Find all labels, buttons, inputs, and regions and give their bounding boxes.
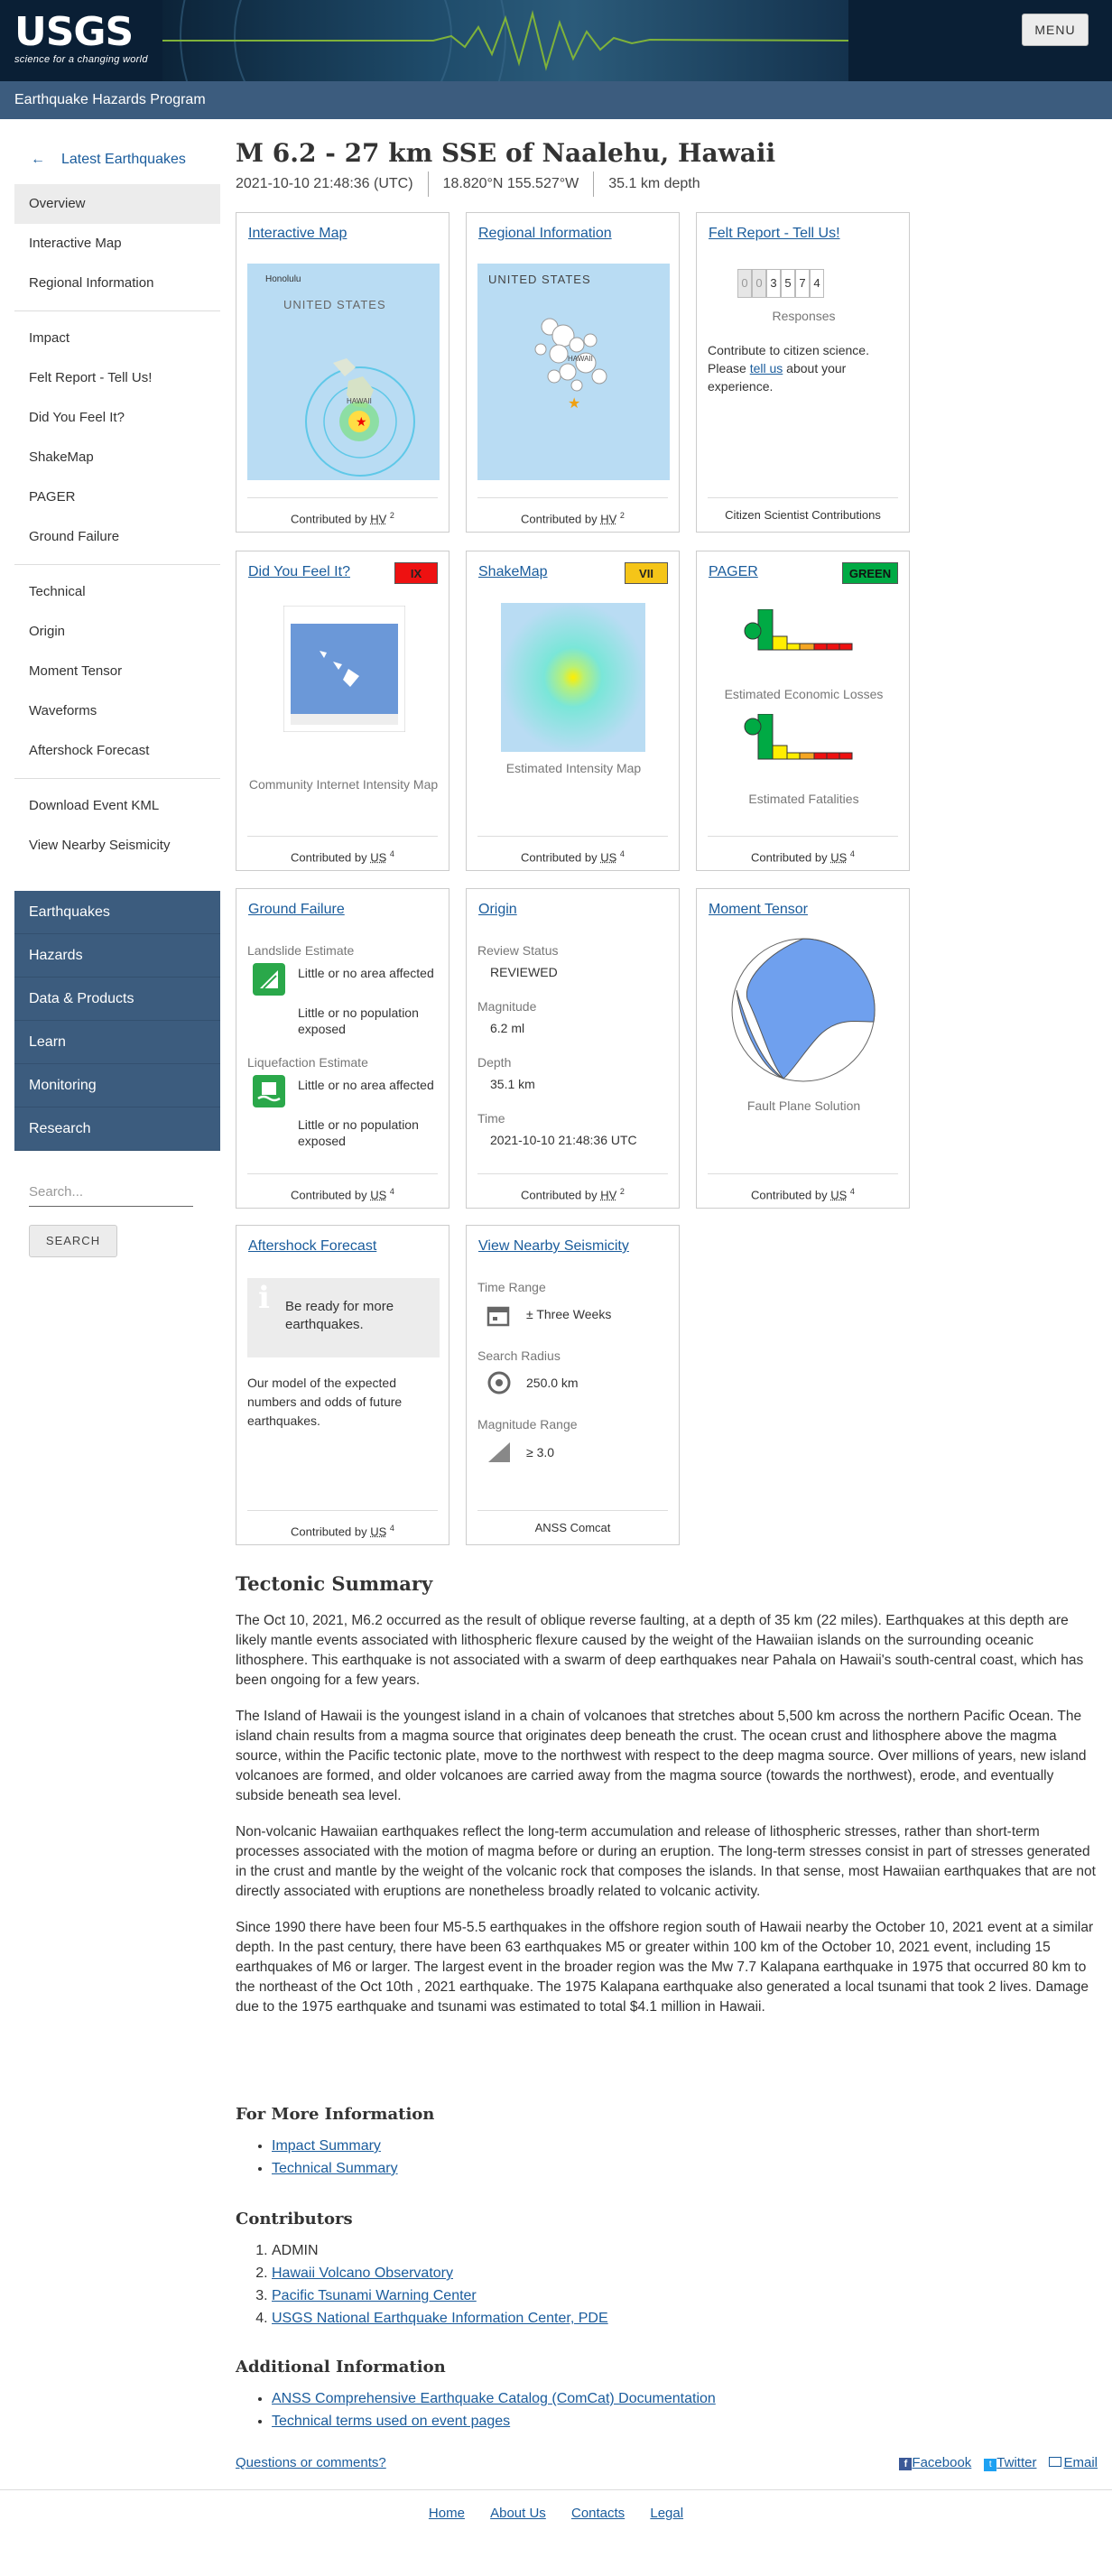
card-shakemap[interactable]	[466, 551, 680, 871]
economic-losses-chart	[740, 609, 866, 672]
header-banner	[162, 0, 848, 81]
contributor-item: 1. ADMIN	[272, 2239, 1098, 2262]
back-to-latest-link[interactable]: ← Latest Earthquakes	[31, 152, 186, 167]
contributors	[236, 2210, 1098, 2330]
dyfi-intensity-badge: IX	[394, 562, 438, 584]
seismogram-graphic	[162, 0, 848, 81]
card-title[interactable]: Interactive Map	[248, 226, 348, 241]
nav-research[interactable]: Research	[14, 1107, 220, 1151]
counter-digit: 7	[795, 269, 810, 298]
landslide-icon	[253, 963, 285, 996]
share-bar	[236, 2455, 1098, 2477]
footer-contacts-link[interactable]: Contacts	[570, 2506, 626, 2521]
card-footer: Contributed by HV $^2$	[247, 497, 438, 532]
card-pager[interactable]	[696, 551, 910, 871]
sidebar-item-felt-report[interactable]: Felt Report - Tell Us!	[29, 370, 153, 385]
counter-digit: 3	[766, 269, 781, 298]
liquefaction-label: Liquefaction Estimate	[247, 1055, 368, 1070]
sidebar-item-technical[interactable]: Technical	[29, 584, 86, 599]
info-icon: i	[258, 1280, 270, 1316]
time-range-value: ± Three Weeks	[526, 1307, 612, 1321]
event-meta	[236, 171, 1098, 197]
tell-us-link[interactable]: tell us	[749, 361, 783, 375]
nav-hazards[interactable]: Hazards	[14, 934, 220, 978]
sidebar-item-ground-failure[interactable]: Ground Failure	[29, 529, 120, 544]
card-title[interactable]: ShakeMap	[478, 564, 548, 579]
card-footer: Contributed by US $^4$	[708, 1173, 898, 1208]
divider	[14, 310, 220, 311]
summary-paragraph: Non-volcanic Hawaiian earthquakes reflect the long-term accumulation and release of lithospheric stresses, rather than short-term processes associated with the motion of magma before or during an eruption. The long-term stresses consist in part of stresses generated in the crust and mantle by the weight of the volcanic rock that composes the islands. In that sense, most Hawaiian earthquakes that are not directly associated with eruptions are nonetheless broadly related to volcanic activity.	[236, 1824, 1096, 1899]
search-input[interactable]: Search...	[29, 1178, 193, 1207]
time-label: Time	[477, 1111, 505, 1126]
calendar-icon	[486, 1303, 510, 1327]
questions-link[interactable]: Questions or comments?	[236, 2455, 386, 2470]
liquefaction-icon	[253, 1075, 285, 1107]
card-title[interactable]: Regional Information	[478, 226, 612, 241]
comcat-docs-link[interactable]: ANSS Comprehensive Earthquake Catalog (ComCat) Documentation	[272, 2391, 716, 2406]
sidebar-item-download-kml[interactable]: Download Event KML	[29, 798, 160, 813]
divider	[14, 778, 220, 779]
card-title[interactable]: Did You Feel It?	[248, 564, 350, 579]
card-title[interactable]: Ground Failure	[248, 902, 345, 917]
counter-digit: 0	[737, 269, 752, 298]
summary-paragraph: Since 1990 there have been four M5-5.5 earthquakes in the offshore region south of Hawaii nearby the October 10, 2021 event at a similar depth. In the past century, there have been 63 earthquakes M5 or greater within 100 km of the October 10, 2021 event, including 15 earthquakes of M6 or larger. The largest event in the broader region was the Mw 7.7 Kalapana earthquake in 1975 that occurred 80 km to the northeast of the Oct 10th , 2021 earthquake. The 1975 Kalapana earthquake also generated a local tsunami that took 2 lives. Damage due to the 1975 earthquake and tsunami was estimated to total $4.1 million in Hawaii.	[236, 1920, 1094, 2015]
section-heading: Contributors	[236, 2210, 353, 2229]
sidebar-item-dyfi[interactable]: Did You Feel It?	[29, 410, 125, 425]
svg-text:UNITED STATES: UNITED STATES	[488, 273, 591, 286]
card-title[interactable]: Felt Report - Tell Us!	[709, 226, 840, 241]
search-radius-value: 250.0 km	[526, 1376, 579, 1390]
fatalities-chart	[740, 714, 866, 777]
time-value: 2021-10-10 21:48:36 UTC	[490, 1133, 637, 1147]
radius-icon	[486, 1370, 512, 1395]
shakemap-thumbnail[interactable]	[501, 603, 645, 752]
sidebar-item-shakemap[interactable]: ShakeMap	[29, 449, 94, 465]
dyfi-caption: Community Internet Intensity Map	[248, 777, 439, 792]
review-status-value: REVIEWED	[490, 965, 558, 979]
event-header	[236, 135, 1098, 197]
aftershock-description: Our model of the expected numbers and odds of future earthquakes.	[247, 1376, 403, 1428]
sidebar-item-waveforms[interactable]: Waveforms	[29, 703, 97, 718]
card-ground-failure[interactable]	[236, 888, 449, 1209]
svg-text:★: ★	[568, 394, 581, 412]
twitter-icon: t	[984, 2459, 996, 2471]
felt-description: Contribute to citizen science. Please tell us about your experience.	[708, 343, 869, 394]
landslide-area: Little or no area affected	[298, 966, 434, 980]
time-range-label: Time Range	[477, 1280, 546, 1294]
site-header	[0, 0, 1112, 81]
review-status-label: Review Status	[477, 943, 559, 958]
card-footer: Contributed by US $^4$	[247, 1510, 438, 1544]
event-location: 18.820°N 155.527°W	[428, 171, 594, 197]
sidebar-item-origin[interactable]: Origin	[29, 624, 66, 639]
sidebar-item-nearby-seismicity[interactable]: View Nearby Seismicity	[29, 838, 171, 853]
card-aftershock-forecast[interactable]	[236, 1225, 449, 1545]
sidebar-item-regional-information[interactable]: Regional Information	[29, 275, 154, 291]
nav-data-products[interactable]: Data & Products	[14, 978, 220, 1021]
nav-learn[interactable]: Learn	[14, 1021, 220, 1064]
footer	[0, 2506, 1112, 2521]
search-button[interactable]: SEARCH	[29, 1225, 117, 1257]
nav-earthquakes[interactable]: Earthquakes	[14, 891, 220, 934]
tectonic-summary	[236, 1572, 1098, 2034]
footer-home-link[interactable]: Home	[428, 2506, 465, 2521]
depth-value: 35.1 km	[490, 1077, 535, 1091]
event-time: 2021-10-10 21:48:36 (UTC)	[236, 176, 413, 191]
shakemap-caption: Estimated Intensity Map	[505, 761, 642, 775]
section-heading: Additional Information	[236, 2358, 446, 2377]
page-title: M 6.2 - 27 km SSE of Naalehu, Hawaii	[236, 138, 776, 168]
landslide-label: Landslide Estimate	[247, 943, 355, 958]
magnitude-range-value: ≥ 3.0	[526, 1445, 555, 1459]
more-information	[236, 2105, 1098, 2180]
magnitude-label: Magnitude	[477, 999, 537, 1014]
card-regional-information[interactable]	[466, 212, 680, 533]
counter-digit: 4	[810, 269, 824, 298]
sidebar	[14, 144, 220, 1257]
contributor-link-neic[interactable]: USGS National Earthquake Information Center, PDE	[272, 2311, 608, 2326]
nav-monitoring[interactable]: Monitoring	[14, 1064, 220, 1107]
sidebar-item-pager[interactable]: PAGER	[29, 489, 76, 505]
usgs-logo[interactable]: USGS science for a changing world	[14, 9, 148, 65]
shakemap-intensity-badge: VII	[625, 562, 668, 584]
card-footer: Contributed by US $^4$	[247, 836, 438, 870]
counter-digit: 5	[781, 269, 795, 298]
email-share[interactable]: Email	[1049, 2455, 1098, 2471]
card-nearby-seismicity[interactable]	[466, 1225, 680, 1545]
svg-text:UNITED STATES: UNITED STATES	[283, 298, 386, 311]
liquefaction-population: Little or no population exposed	[298, 1117, 419, 1148]
magnitude-value: 6.2 ml	[490, 1021, 525, 1035]
event-depth: 35.1 km depth	[593, 171, 714, 197]
card-title[interactable]: Aftershock Forecast	[248, 1238, 377, 1254]
summary-paragraph: The Island of Hawaii is the youngest island in a chain of volcanoes that stretches about 5,500 km across the northern Pacific Ocean. The island chain results from a magma source that originates deep beneath the crust. The ocean crust and lithosphere above the magma source, within the Pacific tectonic plate, move to the northwest with respect to the deep magma source. Over millions of years, new island volcanoes are formed, and older volcanoes are carried away from the magma source (towards the northwest), erode, and eventually subside beneath sea level.	[236, 1709, 1087, 1803]
dyfi-map-thumbnail[interactable]	[283, 606, 405, 732]
counter-digit: 0	[752, 269, 766, 298]
pager-caption-losses: Estimated Economic Losses	[724, 687, 884, 701]
card-footer: Citizen Scientist Contributions	[708, 497, 898, 532]
facebook-share[interactable]: f Facebook	[899, 2455, 971, 2471]
additional-information	[236, 2358, 1098, 2432]
program-bar[interactable]	[0, 81, 1112, 119]
card-footer: Contributed by US $^4$	[247, 1173, 438, 1208]
card-felt-report[interactable]	[696, 212, 910, 533]
card-title[interactable]: Origin	[478, 902, 517, 917]
response-counter	[737, 269, 824, 298]
section-heading: For More Information	[236, 2105, 435, 2124]
summary-paragraph: The Oct 10, 2021, M6.2 occurred as the result of oblique reverse faulting, at a depth of 35 km (22 miles). Earthquakes at this depth are likely mantle events associated with lithospheric flexure caused by the weight of the Hawaiian islands on the surrounding oceanic lithosphere. This earthquake is not associated with a swarm of deep earthquakes near Pahala on Hawaii's south-central coast, which has been ongoing for a few years.	[236, 1613, 1084, 1688]
aftershock-notice: i Be ready for more earthquakes.	[247, 1278, 440, 1357]
pager-alert-badge: GREEN	[842, 562, 898, 584]
depth-label: Depth	[477, 1055, 512, 1070]
program-title[interactable]: Earthquake Hazards Program	[14, 92, 206, 107]
card-interactive-map[interactable]	[236, 212, 449, 533]
svg-text:★: ★	[356, 415, 367, 430]
pager-caption-fatalities: Estimated Fatalities	[748, 792, 859, 806]
card-footer: Contributed by HV $^2$	[477, 497, 668, 532]
technical-summary-link[interactable]: Technical Summary	[272, 2161, 398, 2176]
svg-text:Honolulu: Honolulu	[265, 274, 301, 284]
sidebar-item-overview[interactable]: Overview	[14, 184, 220, 224]
card-footer: ANSS Comcat	[477, 1510, 668, 1544]
footer-legal-link[interactable]: Legal	[650, 2506, 684, 2521]
technical-terms-link[interactable]: Technical terms used on event pages	[272, 2414, 511, 2429]
card-moment-tensor[interactable]	[696, 888, 910, 1209]
footer-about-link[interactable]: About Us	[490, 2506, 546, 2521]
sidebar-item-aftershock-forecast[interactable]: Aftershock Forecast	[29, 743, 150, 758]
card-origin[interactable]	[466, 888, 680, 1209]
fault-plane-caption: Fault Plane Solution	[746, 1098, 861, 1113]
interactive-map-thumbnail[interactable]	[247, 264, 440, 480]
search-radius-label: Search Radius	[477, 1348, 561, 1363]
card-dyfi[interactable]	[236, 551, 449, 871]
svg-text:HAWAII: HAWAII	[568, 355, 593, 363]
liquefaction-area: Little or no area affected	[298, 1078, 434, 1092]
divider	[14, 564, 220, 565]
contributor-link-hvo[interactable]: Hawaii Volcano Observatory	[272, 2266, 453, 2281]
card-footer: Contributed by US $^4$	[708, 836, 898, 870]
sidebar-item-moment-tensor[interactable]: Moment Tensor	[29, 663, 123, 679]
email-icon	[1049, 2457, 1061, 2467]
footer-divider	[0, 2489, 1112, 2490]
sidebar-item-interactive-map[interactable]: Interactive Map	[29, 236, 122, 251]
svg-text:HAWAII: HAWAII	[347, 397, 372, 405]
regional-map-thumbnail[interactable]	[477, 264, 670, 480]
magnitude-icon	[486, 1441, 512, 1464]
site-nav	[14, 891, 220, 1151]
beachball-diagram[interactable]	[729, 936, 878, 1085]
card-title[interactable]: Moment Tensor	[709, 902, 808, 917]
sidebar-item-impact[interactable]: Impact	[29, 330, 70, 346]
card-footer: Contributed by US $^4$	[477, 836, 668, 870]
impact-summary-link[interactable]: Impact Summary	[272, 2138, 381, 2154]
card-footer: Contributed by HV $^2$	[477, 1173, 668, 1208]
landslide-population: Little or no population exposed	[298, 1005, 419, 1036]
card-title[interactable]: View Nearby Seismicity	[478, 1238, 629, 1254]
responses-label: Responses	[772, 309, 836, 323]
arrow-left-icon: ←	[31, 152, 45, 167]
facebook-icon: f	[899, 2458, 912, 2470]
section-heading: Tectonic Summary	[236, 1572, 433, 1595]
magnitude-range-label: Magnitude Range	[477, 1417, 578, 1432]
contributor-link-ptwc[interactable]: Pacific Tsunami Warning Center	[272, 2288, 477, 2303]
menu-button[interactable]: MENU	[1022, 14, 1089, 46]
twitter-share[interactable]: t Twitter	[984, 2455, 1036, 2471]
card-title[interactable]: PAGER	[709, 564, 758, 579]
